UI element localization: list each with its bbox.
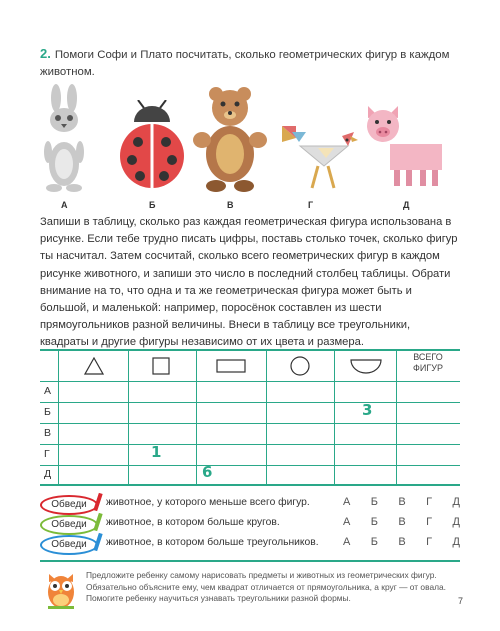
- oval-green: Обведи: [40, 515, 98, 535]
- animal-label-g: Г: [308, 200, 314, 210]
- rectangle-shape-icon: [216, 359, 246, 373]
- green-pencil-icon: [93, 513, 102, 531]
- choice-letters-2: [343, 516, 460, 528]
- bird-figure: [278, 118, 358, 194]
- choice-letter[interactable]: Б: [370, 496, 378, 508]
- animal-label-b: Б: [149, 200, 156, 210]
- table-col-line: [396, 349, 397, 486]
- circle-task-2-text: животное, в котором больше кругов.: [106, 517, 280, 528]
- animal-label-d: Д: [403, 200, 410, 210]
- choice-letter[interactable]: Д: [452, 536, 460, 548]
- table-col-line: [266, 349, 267, 486]
- animal-label-v: В: [227, 200, 234, 210]
- choice-letter[interactable]: В: [398, 536, 406, 548]
- choice-letters-3: [343, 536, 460, 548]
- circle-task-2: [40, 516, 460, 534]
- triangle-shape-icon: [84, 357, 104, 375]
- choice-letter[interactable]: Г: [426, 536, 433, 548]
- task-number: 2.: [40, 46, 51, 61]
- task-heading: [40, 45, 460, 81]
- choice-letter[interactable]: Б: [370, 516, 378, 528]
- square-shape-icon: [152, 357, 170, 375]
- oval-red: Обведи: [40, 495, 98, 515]
- choice-letter[interactable]: Г: [426, 496, 433, 508]
- circle-task-1: [40, 496, 460, 514]
- table-col-line: [128, 349, 129, 486]
- parent-note: Предложите ребенку самому нарисовать предметы и животных из геометрических фигур. Обязательно объясните ему, чем квадрат отличается от прямоугольника, а круг — от овала. Помогите ребенку научиться узнавать треугольники разной формы.: [86, 570, 446, 603]
- footer-divider: [40, 560, 460, 562]
- handwritten-d-value: 6: [202, 463, 213, 481]
- table-row-line: [40, 465, 460, 466]
- task-text: Помоги Софи и Плато посчитать, сколько геометрических фигур в каждом животном.: [40, 49, 450, 78]
- choice-letter[interactable]: Д: [452, 516, 460, 528]
- handwritten-b-value: 3: [362, 401, 373, 419]
- choice-letters-1: [343, 496, 460, 508]
- choice-letter[interactable]: А: [343, 496, 351, 508]
- table-row-line: [40, 444, 460, 445]
- pig-figure: [360, 100, 450, 190]
- table-bottom-border: [40, 484, 460, 486]
- table-top-border: [40, 349, 460, 351]
- instruction-paragraph: Запиши в таблицу, сколько раз каждая геометрическая фигура использована в рисунке. Если тебе трудно писать цифры, поставь столько точек, сколько фигур ты насчитал. Затем сосчитай, сколько всего геометрических фигур в каждом рисунке животного, и запиши это число в последний столбец таблицы. Обрати внимание на то, что одна и та же геометрическая фигура может быть и большой, и маленькой: например, поросёнок составлен из шести прямоугольников разной величины. Внеси в таблицу все треугольники, квадраты и другие фигуры независимо от их цвета и размера.: [40, 216, 458, 349]
- blue-pencil-icon: [93, 533, 102, 551]
- animal-label-a: А: [61, 200, 68, 210]
- total-shapes-header: ВСЕГО ФИГУР: [413, 352, 443, 373]
- bear-figure: [192, 84, 268, 194]
- choice-letter[interactable]: В: [398, 496, 406, 508]
- row-label-b: Б: [44, 406, 51, 418]
- table-col-line: [334, 349, 335, 486]
- circle-task-1-text: животное, у которого меньше всего фигур.: [106, 497, 310, 508]
- row-label-g: Г: [44, 448, 50, 460]
- table-row-line: [40, 423, 460, 424]
- table-header-line: [40, 381, 460, 382]
- oval-blue: Обведи: [40, 535, 98, 555]
- choice-letter[interactable]: Д: [452, 496, 460, 508]
- row-label-a: А: [44, 385, 52, 397]
- table-col-line: [58, 349, 59, 486]
- ladybug-figure: [116, 100, 188, 192]
- owl-icon: [44, 570, 78, 610]
- red-pencil-icon: [93, 493, 102, 511]
- choice-letter[interactable]: А: [343, 536, 351, 548]
- rabbit-figure: [38, 84, 90, 194]
- choice-letter[interactable]: Г: [426, 516, 433, 528]
- handwritten-g-value: 1: [151, 443, 162, 461]
- choice-letter[interactable]: А: [343, 516, 351, 528]
- shape-count-table: [40, 349, 460, 485]
- oval-shape-icon: [350, 358, 382, 374]
- choice-letter[interactable]: Б: [370, 536, 378, 548]
- circle-task-3-text: животное, в котором больше треугольников.: [106, 537, 319, 548]
- page-number: 7: [458, 596, 464, 606]
- row-label-d: Д: [44, 468, 52, 480]
- circle-shape-icon: [290, 356, 310, 376]
- row-label-v: В: [44, 427, 52, 439]
- circle-task-3: [40, 536, 460, 554]
- table-row-line: [40, 402, 460, 403]
- choice-letter[interactable]: В: [398, 516, 406, 528]
- table-col-line: [196, 349, 197, 486]
